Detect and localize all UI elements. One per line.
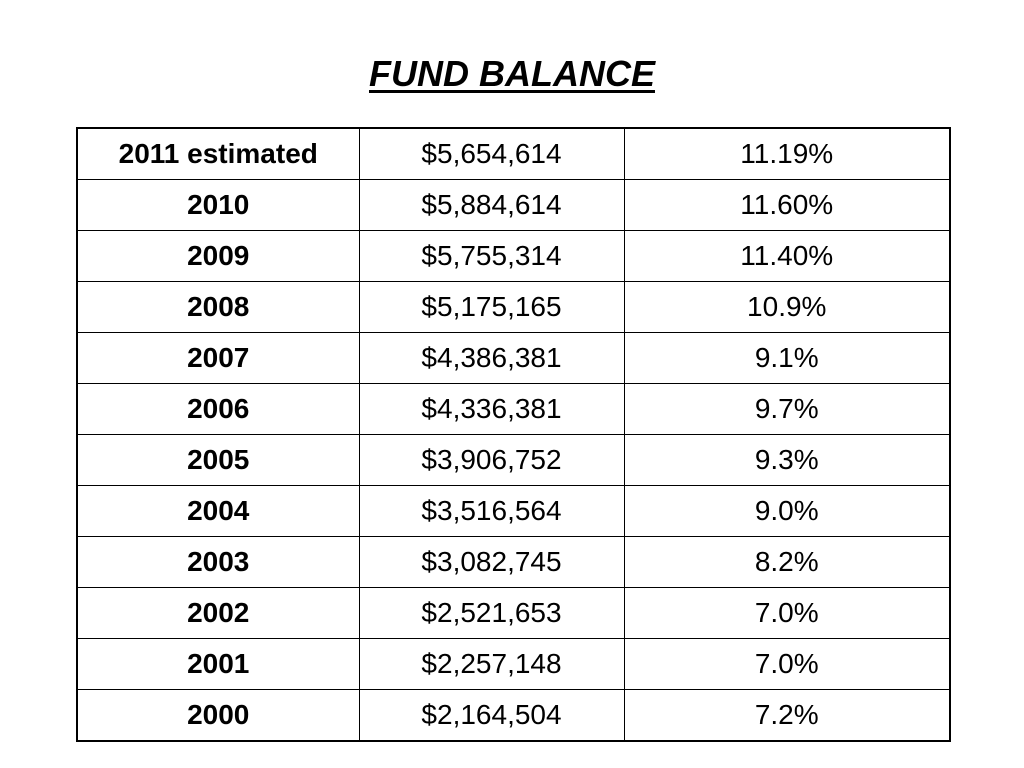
amount-cell: $4,336,381 [359, 384, 624, 435]
percent-cell: 9.1% [624, 333, 950, 384]
fund-balance-table [76, 127, 951, 742]
amount-cell: $3,906,752 [359, 435, 624, 486]
percent-cell: 8.2% [624, 537, 950, 588]
percent-cell: 11.40% [624, 231, 950, 282]
percent-cell: 7.0% [624, 639, 950, 690]
year-cell: 2010 [77, 180, 359, 231]
amount-cell: $2,257,148 [359, 639, 624, 690]
year-cell: 2002 [77, 588, 359, 639]
percent-cell: 9.7% [624, 384, 950, 435]
table-row [77, 231, 950, 282]
percent-cell: 9.3% [624, 435, 950, 486]
percent-cell: 11.19% [624, 128, 950, 180]
table-row [77, 690, 950, 742]
table-row [77, 180, 950, 231]
year-cell: 2007 [77, 333, 359, 384]
amount-cell: $4,386,381 [359, 333, 624, 384]
amount-cell: $5,175,165 [359, 282, 624, 333]
table-row [77, 128, 950, 180]
table-row [77, 282, 950, 333]
percent-cell: 9.0% [624, 486, 950, 537]
amount-cell: $5,884,614 [359, 180, 624, 231]
year-cell: 2000 [77, 690, 359, 742]
table-row [77, 639, 950, 690]
percent-cell: 10.9% [624, 282, 950, 333]
table-row [77, 486, 950, 537]
amount-cell: $3,516,564 [359, 486, 624, 537]
table-row [77, 384, 950, 435]
percent-cell: 7.2% [624, 690, 950, 742]
amount-cell: $2,521,653 [359, 588, 624, 639]
year-cell: 2011 estimated [77, 128, 359, 180]
year-cell: 2006 [77, 384, 359, 435]
table-row [77, 537, 950, 588]
amount-cell: $3,082,745 [359, 537, 624, 588]
year-cell: 2001 [77, 639, 359, 690]
amount-cell: $2,164,504 [359, 690, 624, 742]
percent-cell: 7.0% [624, 588, 950, 639]
amount-cell: $5,654,614 [359, 128, 624, 180]
year-cell: 2003 [77, 537, 359, 588]
year-cell: 2004 [77, 486, 359, 537]
table-row [77, 333, 950, 384]
table-row [77, 435, 950, 486]
percent-cell: 11.60% [624, 180, 950, 231]
year-cell: 2009 [77, 231, 359, 282]
page-title: FUND BALANCE [369, 53, 655, 94]
year-cell: 2008 [77, 282, 359, 333]
amount-cell: $5,755,314 [359, 231, 624, 282]
table-row [77, 588, 950, 639]
year-cell: 2005 [77, 435, 359, 486]
